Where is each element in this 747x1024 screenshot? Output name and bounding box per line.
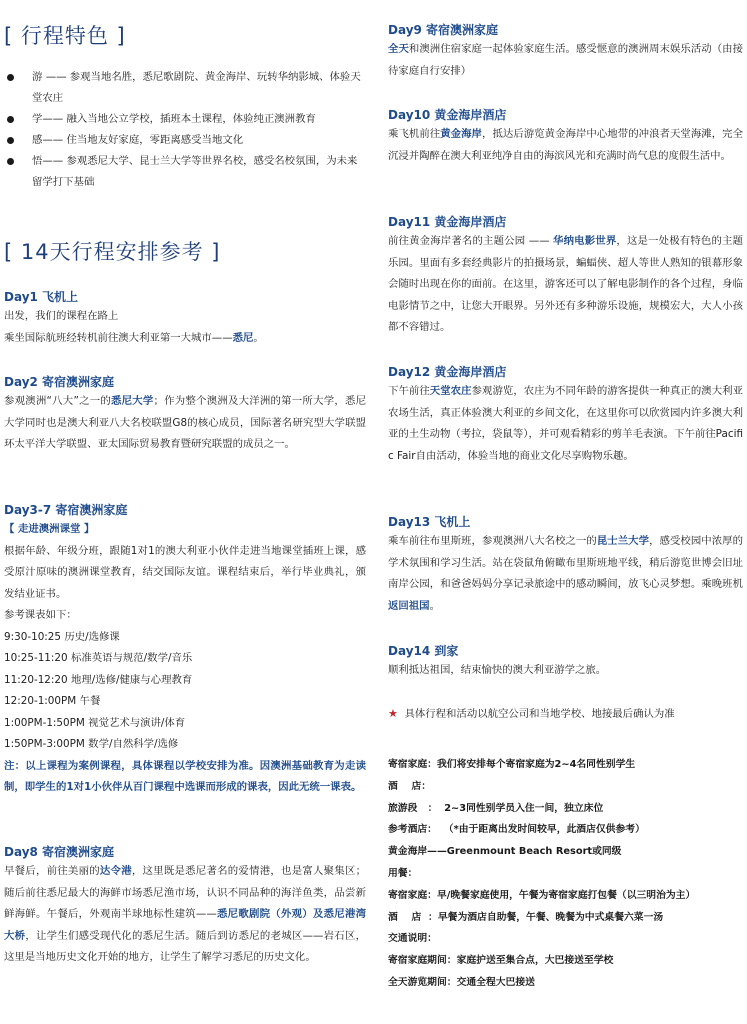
- info-line: 黄金海岸——Greenmount Beach Resort或同级: [388, 846, 622, 858]
- bullet-icon: [7, 137, 14, 144]
- accommodation-info: [388, 754, 743, 994]
- feature-item: 学—— 融入当地公立学校，插班本土课程，体验纯正澳洲教育: [4, 109, 366, 130]
- timetable-intro: 参考课表如下：: [4, 609, 77, 621]
- timetable-row: 11:20-12:20 地理/选修/健康与心理教育: [4, 673, 193, 686]
- info-line: 旅游段 ： 2~3同性别学员入住一间，独立床位: [388, 802, 604, 814]
- day2-block: [4, 375, 366, 456]
- bullet-icon: [7, 116, 14, 123]
- features-list: [4, 67, 366, 193]
- notice: [388, 703, 743, 726]
- day14-text: 顺利抵达祖国，结束愉快的澳大利亚游学之旅。: [388, 664, 607, 676]
- day9-heading: Day9 寄宿澳洲家庭: [388, 23, 499, 37]
- movie-world-highlight: 华纳电影世界: [553, 235, 617, 247]
- timetable-row: 10:25-11:20 标准英语与规范/数学/音乐: [4, 652, 193, 664]
- day12-text: 下午前往天堂农庄参观游览，农庄为不同年龄的游客提供一种真正的澳大利亚农场生活，真正体验澳大利亚的乡间文化，在这里你可以欣赏园内许多澳大利亚的土生动物（考拉，袋鼠等），并可观看精彩的剪羊毛表演。下午前往Pacific Fair自由活动，体验当地的商业文化尽享购物乐趣。: [388, 385, 744, 462]
- day1-line2: 乘坐国际航班经转机前往澳大利亚第一大城市——悉尼。: [4, 331, 264, 344]
- day12-block: [388, 365, 743, 467]
- day8-heading: Day8 寄宿澳洲家庭: [4, 845, 115, 859]
- info-line: 酒 店 ：早餐为酒店自助餐，午餐、晚餐为中式桌餐六菜一汤: [388, 911, 664, 923]
- info-line: 全天游览期间：交通全程大巴接送: [388, 976, 535, 988]
- feature-item: 感—— 住当地友好家庭，零距离感受当地文化: [4, 130, 366, 151]
- info-line: 交通说明：: [388, 933, 437, 945]
- day8-block: [4, 845, 366, 969]
- return-home-highlight: 返回祖国: [388, 599, 430, 612]
- feature-item: 悟—— 参观悉尼大学、昆士兰大学等世界名校，感受名校氛围，为未来留学打下基础: [4, 151, 366, 193]
- features-title: [ 行程特色 ]: [4, 24, 126, 48]
- all-day-highlight: 全天: [388, 43, 409, 55]
- day11-text: 前往黄金海岸著名的主题公园 —— 华纳电影世界，这是一处极有特色的主题乐园。里面有多套经典影片的拍摄场景，蝙蝠侠、超人等世人熟知的银幕形象会随时出现在你的面前。在这里，游客还可以了解电影制作的各个过程，身临电影情节之中，让您大开眼界。另外还有多种游乐设施，规模宏大，大人小孩都不容错过。: [388, 235, 743, 333]
- day14-block: [388, 644, 743, 682]
- day13-text: 乘车前往布里斯班，参观澳洲八大名校之一的昆士兰大学，感受校园中浓厚的学术氛围和学习生活。站在袋鼠角俯瞰布里斯班地平线，稍后游览世博会旧址南岸公园，和爸爸妈妈分享记录旅途中的感动瞬间，放飞心灵梦想。乘晚班机返回祖国。: [388, 535, 744, 612]
- info-line: 用餐：: [388, 867, 418, 879]
- day1-heading: Day1 飞机上: [4, 290, 79, 304]
- day2-heading: Day2 寄宿澳洲家庭: [4, 375, 115, 389]
- feature-item: 游 —— 参观当地名胜，悉尼歌剧院、黄金海岸、玩转华纳影城、体验天堂农庄: [4, 67, 366, 109]
- right-column: [388, 0, 743, 1024]
- day13-heading: Day13 飞机上: [388, 515, 471, 529]
- timetable-row: 12:20-1:00PM 午餐: [4, 695, 101, 707]
- left-column: [4, 0, 366, 1024]
- timetable-row: 9:30-10:25 历史/选修课: [4, 630, 120, 643]
- day11-heading: Day11 黄金海岸酒店: [388, 215, 507, 229]
- info-line: 酒 店：: [388, 780, 432, 792]
- day2-text: 参观澳洲“八大”之一的悉尼大学；作为整个澳洲及大洋洲的第一所大学，悉尼大学同时也是澳大利亚八大名校联盟G8的核心成员，国际著名研究型大学联盟环太平洋大学联盟、亚太国际贸易教育暨研究联盟的成员之一。: [4, 395, 367, 450]
- info-line: 寄宿家庭：早/晚餐家庭使用，午餐为寄宿家庭打包餐（以三明治为主）: [388, 889, 696, 901]
- classroom-subtitle: 【 走进澳洲课堂 】: [4, 523, 95, 535]
- day12-heading: Day12 黄金海岸酒店: [388, 365, 507, 379]
- day9-text: 全天和澳洲住宿家庭一起体验家庭生活。感受惬意的澳洲周末娱乐活动（由接待家庭自行安排）: [388, 43, 744, 77]
- day3-7-text: 根据年龄、年级分班，跟随1对1的澳大利亚小伙伴走进当地课堂插班上课，感受原汁原味的澳洲课堂教育，结交国际友谊。课程结束后，举行毕业典礼，颁发结业证书。: [4, 544, 366, 600]
- bullet-icon: [7, 158, 14, 165]
- timetable-note: 注：以上课程为案例课程，具体课程以学校安排为准。因澳洲基础教育为走读制，即学生的1对1小伙伴从百门课程中选课而形成的课表，因此无统一课表。: [4, 759, 366, 793]
- star-icon: ★: [388, 707, 398, 720]
- sydney-uni-highlight: 悉尼大学: [110, 395, 154, 407]
- day3-7-block: [4, 503, 366, 799]
- sydney-highlight: 悉尼: [232, 331, 254, 344]
- schedule-title: [ 14天行程安排参考 ]: [4, 240, 221, 264]
- darling-harbour-highlight: 达令港: [99, 865, 132, 877]
- day3-7-heading: Day3-7 寄宿澳洲家庭: [4, 503, 128, 517]
- timetable-row: 1:00PM-1:50PM 视觉艺术与演讲/体育: [4, 716, 186, 729]
- timetable-row: 1:50PM-3:00PM 数学/自然科学/选修: [4, 738, 179, 750]
- uq-highlight: 昆士兰大学: [596, 535, 650, 547]
- day9-block: [388, 23, 743, 82]
- day10-block: [388, 108, 743, 167]
- day1-block: [4, 290, 366, 349]
- day10-text: 乘飞机前往黄金海岸，抵达后游览黄金海岸中心地带的冲浪者天堂海滩，完全沉浸并陶醉在澳大利亚纯净自由的海滨风光和充满时尚气息的度假生活中。: [388, 128, 744, 162]
- day1-line1: 出发，我们的课程在路上: [4, 310, 119, 322]
- day10-heading: Day10 黄金海岸酒店: [388, 108, 507, 122]
- day14-heading: Day14 到家: [388, 644, 459, 658]
- day13-block: [388, 515, 743, 617]
- info-line: 寄宿家庭：我们将安排每个寄宿家庭为2~4名同性别学生: [388, 759, 636, 770]
- opera-house-highlight: 悉尼歌剧院（外观）及悉尼港湾大桥: [4, 908, 367, 942]
- day11-block: [388, 215, 743, 339]
- bullet-icon: [7, 74, 14, 81]
- day8-text: 早餐后，前往美丽的达令港，这里既是悉尼著名的爱情港，也是富人聚集区；随后前往悉尼最大的海鲜市场悉尼渔市场，认识不同品种的海洋鱼类，品尝新鲜海鲜。午餐后，外观南半球地标性建筑——悉尼歌剧院（外观）及悉尼港湾大桥，让学生们感受现代化的悉尼生活。随后到访悉尼的老城区——岩石区，这里是当地历史文化开始的地方，让学生了解学习悉尼的历史文化。: [4, 865, 367, 963]
- info-line: 寄宿家庭期间：家庭护送至集合点，大巴接送至学校: [388, 955, 614, 967]
- info-line: 参考酒店： （*由于距离出发时间较早，此酒店仅供参考）: [388, 824, 645, 836]
- paradise-farm-highlight: 天堂农庄: [429, 385, 472, 397]
- notice-text: 具体行程和活动以航空公司和当地学校、地接最后确认为准: [404, 708, 675, 720]
- gold-coast-highlight: 黄金海岸: [440, 128, 482, 140]
